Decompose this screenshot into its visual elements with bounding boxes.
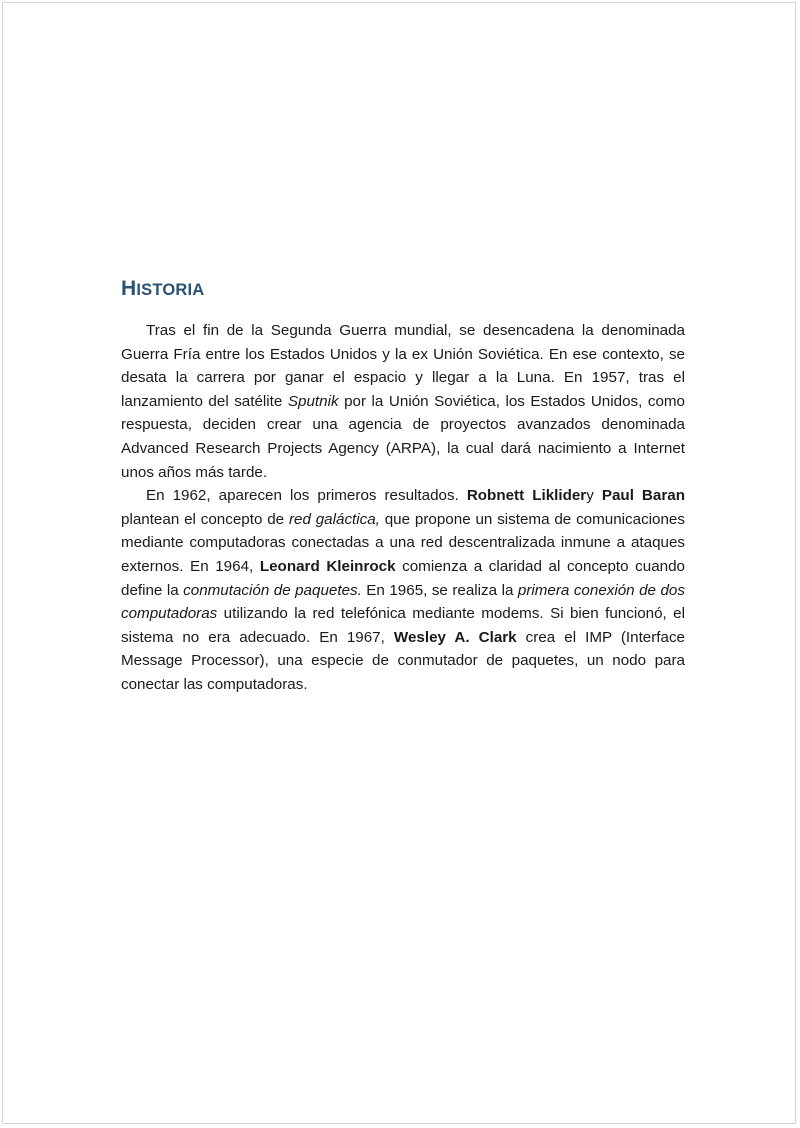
text-run: comienza a claridad al concepto cuando define la — [121, 557, 685, 599]
text-run: por la Unión Soviética, los Estados Unidos, como respuesta, deciden crear una agencia de proyectos avanzados denominada Advanced Research Projects Agency (ARPA), la cual dará nacimiento a Internet unos años más tarde. — [121, 392, 685, 481]
heading-rest: ISTORIA — [136, 281, 205, 299]
text-run: crea el IMP (Interface Message Processor), una especie de conmutador de paquetes, un nodo para conectar las computadoras. — [121, 628, 686, 693]
text-run: que propone un sistema de comunicaciones mediante computadoras conectadas a una red descentralizada inmune a ataques externos. En 1964, — [121, 510, 685, 575]
paragraph-1 — [121, 319, 685, 484]
bold-name-baran: Paul Baran — [601, 487, 685, 505]
text-run: plantean el concepto de — [121, 510, 289, 528]
heading-initial: H — [121, 277, 137, 300]
italic-term-conmutacion: conmutación de paquetes. — [183, 581, 362, 599]
text-run: En 1965, se realiza la — [361, 581, 518, 599]
text-run: Tras el fin de la Segunda Guerra mundial, se desencadena la denominada Guerra Fría entre los Estados Unidos y la ex Unión Soviética. En ese contexto, se desata la carrera por ganar el espacio y llegar a la Luna. En 1957, tras el lanzamiento del satélite — [121, 322, 685, 410]
text-run: En 1962, aparecen los primeros resultados. — [146, 487, 467, 505]
section-heading — [121, 275, 685, 303]
bold-name-clark: Wesley A. Clark — [393, 628, 517, 646]
italic-term-sputnik: Sputnik — [287, 392, 339, 410]
italic-term-primera-conexion: primera conexión de dos computadoras — [121, 581, 685, 623]
bold-name-liklider: Robnett Liklider — [466, 487, 587, 505]
paragraph-2 — [121, 484, 685, 696]
italic-term-red-galactica: red galáctica, — [288, 510, 380, 528]
document-page — [2, 2, 796, 1124]
page-content — [121, 275, 685, 697]
text-run: y — [586, 487, 602, 505]
text-run: utilizando la red telefónica mediante modems. Si bien funcionó, el sistema no era adecuado. En 1967, — [121, 605, 685, 646]
bold-name-kleinrock: Leonard Kleinrock — [259, 557, 396, 575]
